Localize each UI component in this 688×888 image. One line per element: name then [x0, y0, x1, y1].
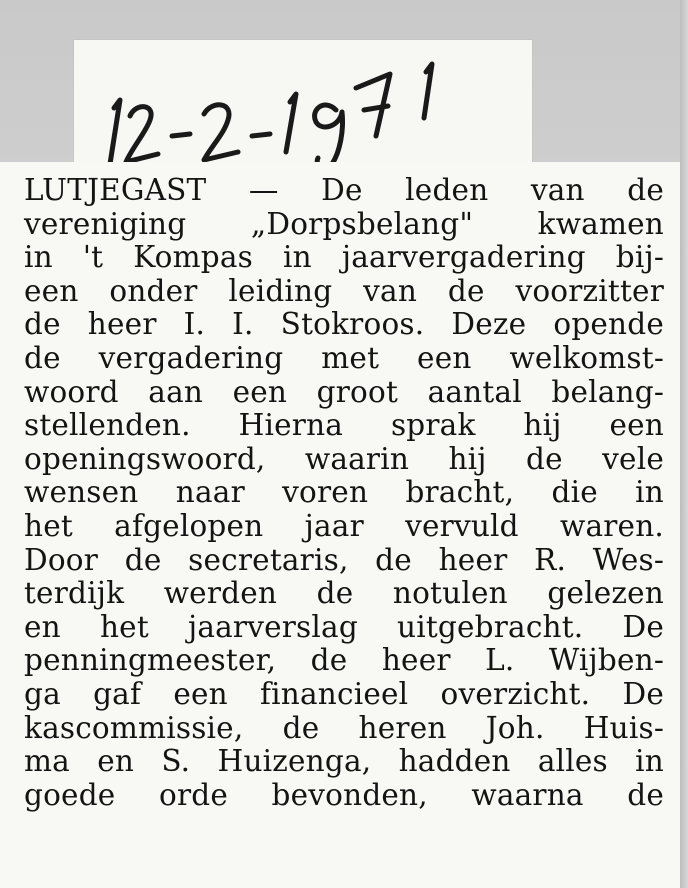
article-line: goede orde bevonden, waarna de — [24, 777, 664, 812]
article-line: penningmeester, de heer L. Wijben- — [24, 643, 664, 678]
scan-edge — [680, 0, 688, 888]
article-line: stellenden. Hierna sprak hij een — [24, 408, 664, 443]
article-line: de heer I. I. Stokroos. Deze opende — [24, 307, 664, 342]
article-line: het afgelopen jaar vervuld waren. — [24, 508, 664, 543]
article-line: ma en S. Huizenga, hadden alles in — [24, 744, 664, 779]
article-line: ga gaf een financieel overzicht. De — [24, 676, 664, 711]
article-line: een onder leiding van de voorzitter — [24, 273, 664, 308]
newspaper-clipping — [0, 162, 683, 888]
handwritten-date — [74, 40, 532, 168]
article-body — [24, 174, 664, 812]
article-line: kascommissie, de heren Joh. Huis- — [24, 710, 664, 745]
article-line: en het jaarverslag uitgebracht. De — [24, 609, 664, 644]
article-line: wensen naar voren bracht, die in — [24, 475, 664, 510]
article-line: terdijk werden de notulen gelezen — [24, 576, 664, 611]
handwritten-date-slip — [74, 40, 532, 168]
article-line: Door de secretaris, de heer R. Wes- — [24, 542, 664, 577]
article-line: LUTJEGAST — De leden van de — [24, 173, 664, 207]
article-line: woord aan een groot aantal belang- — [24, 374, 664, 409]
article-line: vereniging „Dorpsbelang" kwamen — [24, 206, 664, 241]
article-line: openingswoord, waarin hij de vele — [24, 441, 664, 476]
article-line: in 't Kompas in jaarvergadering bij- — [24, 240, 664, 275]
article-line: de vergadering met een welkomst- — [24, 340, 664, 375]
